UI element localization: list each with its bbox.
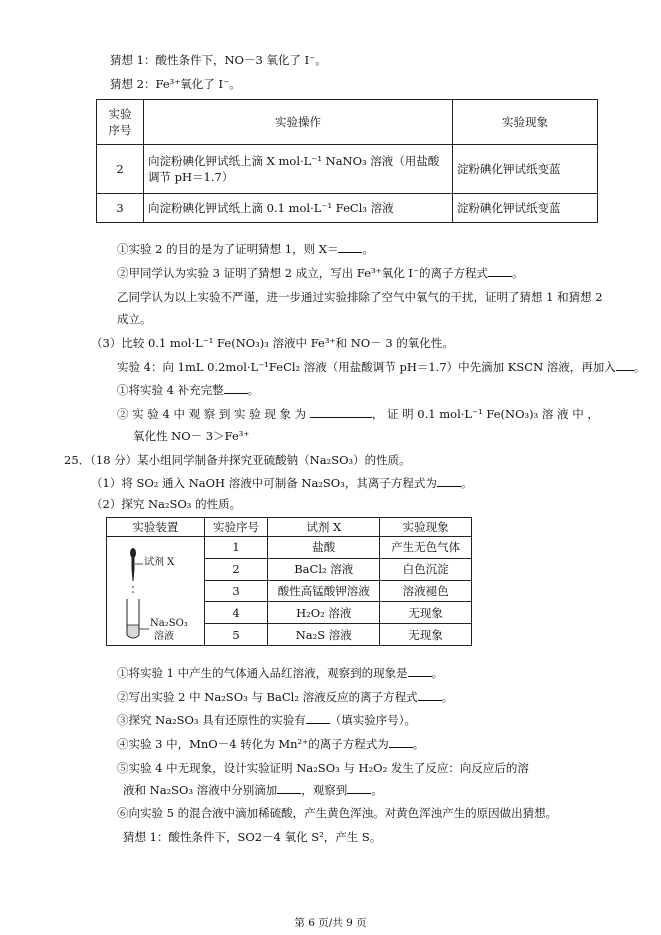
solution-label-2: 溶液 [154,631,174,642]
hypothesis-1: 猜想 1：酸性条件下，NO－3 氧化了 I⁻。 [110,53,327,67]
sub-question-5-cont: 液和 Na₂SO₃ 溶液中分别滴加 ，观察到 。 [123,783,383,797]
row-no: 2 [97,145,144,194]
answer-blank[interactable] [306,712,330,724]
table-row [107,537,472,559]
solution-label-1: Na₂SO₃ [150,618,188,629]
question-25-1: （1）将 SO₂ 通入 NaOH 溶液中可制备 Na₂SO₃，其离子方程式为 。 [91,476,473,490]
apparatus-cell [107,537,205,646]
table-header-row [107,518,472,537]
sub-question-4: ④实验 3 中，MnO－4 转化为 Mn²⁺的离子方程式为 。 [117,737,425,751]
row-result: 淀粉碘化钾试纸变蓝 [453,194,598,223]
row-result: 淀粉碘化钾试纸变蓝 [453,145,598,194]
answer-blank[interactable] [418,689,442,701]
table-row [97,194,598,223]
answer-blank[interactable] [310,406,372,418]
answer-blank[interactable] [437,475,461,487]
row-no: 1 [204,537,268,559]
answer-blank[interactable] [389,736,413,748]
question-1: ①实验 2 的目的是为了证明猜想 1，则 X＝ 。 [117,242,374,256]
yi-statement: 乙同学认为以上实验不严谨，进一步通过实验排除了空气中氧气的干扰，证明了猜想 1 和猜想 2 [117,290,603,304]
sub-question-6: ⑥向实验 5 的混合液中滴加稀硫酸，产生黄色浑浊。对黄色浑浊产生的原因做出猜想。 [117,806,558,820]
row-reagent: BaCl₂ 溶液 [268,558,380,580]
sub-question-1: ①将实验 1 中产生的气体通入品红溶液，观察到的现象是 。 [117,666,444,680]
header-reagent: 试剂 X [268,518,380,537]
sub-question-2: ②写出实验 2 中 Na₂SO₃ 与 BaCl₂ 溶液反应的离子方程式 。 [117,690,454,704]
page-footer: 第 6 页/共 9 页 [294,917,367,929]
sub-question-6-hypothesis: 猜想 1：酸性条件下，SO2－4 氧化 S²，产生 S。 [123,830,382,844]
header-apparatus: 实验装置 [107,518,205,537]
answer-blank[interactable] [408,665,432,677]
question-2: ②甲同学认为实验 3 证明了猜想 2 成立，写出 Fe³⁺氧化 I⁻的离子方程式 。 [117,266,524,280]
sub-question-3: ③探究 Na₂SO₃ 具有还原性的实验有 （填实验序号）。 [117,713,417,727]
row-no: 2 [204,558,268,580]
header-no: 实验 序号 [97,100,144,145]
part-3: （3）比较 0.1 mol·L⁻¹ Fe(NO₃)₃ 溶液中 Fe³⁺和 NO－ 3 的氧化性。 [91,336,454,350]
apparatus-diagram [107,537,199,645]
completion-1: ①将实验 4 补充完整 。 [117,383,260,397]
header-result: 实验现象 [380,518,472,537]
row-no: 3 [97,194,144,223]
row-reagent: Na₂S 溶液 [268,624,380,646]
table-header-row [97,100,598,145]
answer-blank[interactable] [347,782,371,794]
answer-blank[interactable] [488,265,512,277]
row-reagent: 酸性高锰酸钾溶液 [268,580,380,602]
reagent-label: 试剂 X [144,557,175,568]
row-result: 无现象 [380,624,472,646]
header-result: 实验现象 [453,100,598,145]
experiment-4: 实验 4：向 1mL 0.2mol·L⁻¹FeCl₂ 溶液（用盐酸调节 pH＝1.7）中先滴加 KSCN 溶液，再加入 。 [117,360,646,374]
yi-statement-cont: 成立。 [117,312,152,326]
answer-blank[interactable] [616,359,634,371]
row-result: 无现象 [380,602,472,624]
answer-blank[interactable] [277,782,301,794]
row-reagent: 盐酸 [268,537,380,559]
hypothesis-2: 猜想 2：Fe³⁺氧化了 I⁻。 [110,77,241,91]
row-no: 4 [204,602,268,624]
completion-2: ② 实 验 4 中 观 察 到 实 验 现 象 为 ， 证 明 0.1 mol·L⁻¹ Fe(NO₃)₃ 溶 液 中 ， [117,407,599,421]
question-25: 25．（18 分）某小组同学制备并探究亚硫酸钠（Na₂SO₃）的性质。 [64,453,411,467]
row-result: 溶液褪色 [380,580,472,602]
row-no: 3 [204,580,268,602]
sub-question-5: ⑤实验 4 中无现象，设计实验证明 Na₂SO₃ 与 H₂O₂ 发生了反应：向反应后的溶 [117,761,529,775]
header-operation: 实验操作 [144,100,453,145]
experiment-table-2 [106,517,472,646]
table-row [97,145,598,194]
experiment-table-1 [96,99,598,223]
row-reagent: H₂O₂ 溶液 [268,602,380,624]
completion-2-cont: 氧化性 NO－ 3＞Fe³⁺ [133,429,250,443]
answer-blank[interactable] [224,382,248,394]
header-no: 实验序号 [204,518,268,537]
row-result: 白色沉淀 [380,558,472,580]
row-result: 产生无色气体 [380,537,472,559]
row-no: 5 [204,624,268,646]
row-operation: 向淀粉碘化钾试纸上滴 X mol·L⁻¹ NaNO₃ 溶液（用盐酸调节 pH＝1.7） [144,145,453,194]
question-25-2: （2）探究 Na₂SO₃ 的性质。 [91,497,242,511]
answer-blank[interactable] [338,241,362,253]
row-operation: 向淀粉碘化钾试纸上滴 0.1 mol·L⁻¹ FeCl₃ 溶液 [144,194,453,223]
